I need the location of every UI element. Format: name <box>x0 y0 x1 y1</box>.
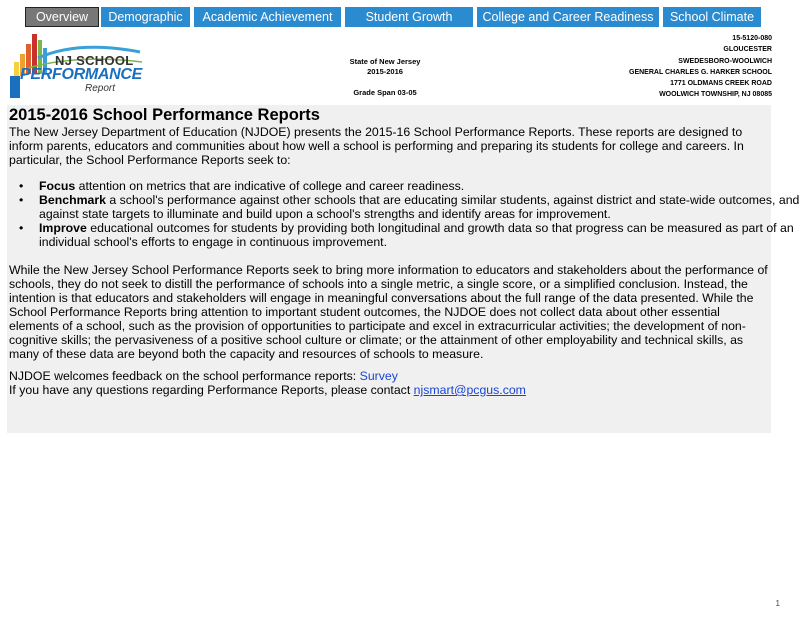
school-name: GENERAL CHARLES G. HARKER SCHOOL <box>629 68 772 76</box>
bullet-text: attention on metrics that are indicative of college and career readiness. <box>75 179 465 193</box>
tab-student-growth[interactable]: Student Growth <box>345 7 473 27</box>
report-state-year <box>300 57 470 77</box>
bullet-text: a school's performance against other schools that are educating similar students, against district and state-wide outcomes, and against state targets to illuminate and build upon a school's strengths and identify areas for improvement. <box>39 193 800 221</box>
contact-email-link[interactable]: njsmart@pcgus.com <box>413 383 526 397</box>
tab-overview[interactable]: Overview <box>25 7 99 27</box>
bullet-keyword: Benchmark <box>39 193 106 207</box>
school-street: 1771 OLDMANS CREEK ROAD <box>670 80 772 88</box>
school-city: WOOLWICH TOWNSHIP, NJ 08085 <box>659 91 772 99</box>
state-name: State of New Jersey <box>349 57 421 66</box>
logo-line-3: Report <box>85 83 116 94</box>
list-item <box>39 221 800 249</box>
survey-link[interactable]: Survey <box>359 369 398 383</box>
tab-school-climate[interactable]: School Climate <box>663 7 761 27</box>
grade-span: Grade Span 03-05 <box>353 88 417 97</box>
feedback-line <box>9 369 771 383</box>
bullet-keyword: Improve <box>39 221 87 235</box>
report-year: 2015-2016 <box>367 67 403 76</box>
school-county: GLOUCESTER <box>723 46 772 54</box>
nj-school-performance-logo <box>8 30 148 100</box>
intro-paragraph: The New Jersey Department of Education (NJDOE) presents the 2015-16 School Performance Reports. These reports are designed to inform parents, educators and communities about how well a school is performing and preparing its students for college and careers. In particular, the School Performance Reports seek to: <box>9 125 744 167</box>
list-item <box>39 193 800 221</box>
logo-line-2: PERFORMANCE <box>20 66 143 83</box>
goals-list <box>9 179 800 249</box>
list-item <box>39 179 800 193</box>
school-code: 15-5120-080 <box>732 35 772 42</box>
logo-line-1: NJ SCHOOL <box>55 53 134 68</box>
bullet-text: educational outcomes for students by providing both longitudinal and growth data so that progress can be measured as part of an individual school's efforts to engage in continuous improvement. <box>39 221 794 249</box>
tab-college-career-readiness[interactable]: College and Career Readiness <box>477 7 659 27</box>
limitations-paragraph: While the New Jersey School Performance Reports seek to bring more information to educators and stakeholders about the performance of schools, they do not seek to distill the performance of schools into a single metric, a single score, or a simplified conclusion. Instead, the intention is that educators and stakeholders will engage in meaningful conversations about the full range of the data presented. While the School Performance Reports bring attention to important student outcomes, the NJDOE does not collect data about other essential elements of a school, such as the provision of opportunities to participate and excel in extracurricular activities; the development of non-cognitive skills; the pervasiveness of a positive school culture or climate; or the attainment of other employability and technical skills, as many of these data are beyond both the capacity and resources of schools to measure. <box>9 263 768 361</box>
overview-panel <box>7 105 800 433</box>
page-title: 2015-2016 School Performance Reports <box>9 106 320 124</box>
tab-academic-achievement[interactable]: Academic Achievement <box>194 7 341 27</box>
tab-demographic[interactable]: Demographic <box>101 7 190 27</box>
contact-line <box>9 383 771 397</box>
bullet-keyword: Focus <box>39 179 76 193</box>
page-number: 1 <box>775 599 780 608</box>
feedback-text: NJDOE welcomes feedback on the school performance reports: <box>9 369 360 383</box>
school-district: SWEDESBORO-WOOLWICH <box>678 57 772 65</box>
contact-text: If you have any questions regarding Performance Reports, please contact <box>9 383 414 397</box>
school-info-block <box>629 33 772 101</box>
